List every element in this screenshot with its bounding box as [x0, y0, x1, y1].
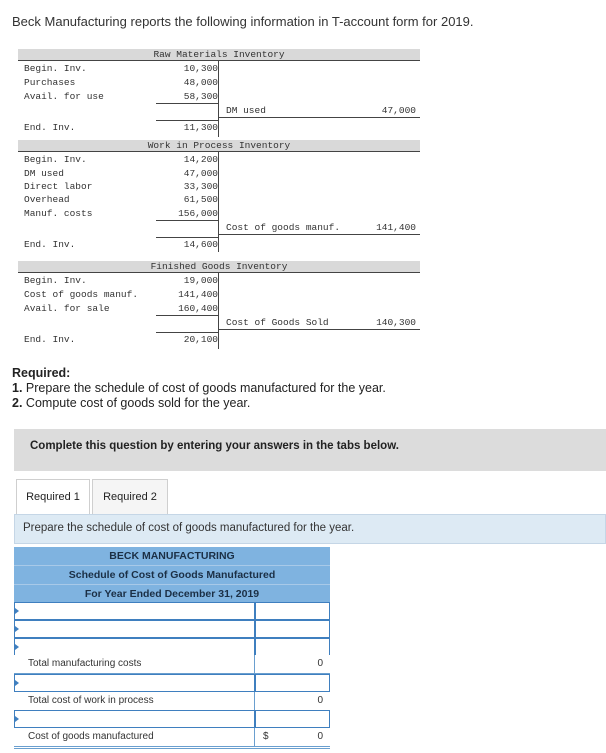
t-credit-label: Cost of goods manuf.	[226, 222, 341, 233]
required-heading: Required:	[12, 366, 71, 380]
t-value: 33,300	[183, 181, 218, 192]
t-account-title: Work in Process Inventory	[18, 140, 420, 151]
t-credit-value: 47,000	[381, 105, 416, 116]
dollar-sign: $	[263, 731, 269, 742]
t-label: Begin. Inv.	[24, 63, 87, 74]
total-manufacturing-costs-row	[14, 655, 330, 674]
t-label: Manuf. costs	[24, 208, 93, 219]
t-label: Avail. for use	[24, 91, 104, 102]
required-item-1: Prepare the schedule of cost of goods manufactured for the year.	[25, 381, 386, 395]
required-item-number: 2.	[12, 396, 23, 410]
t-label: Begin. Inv.	[24, 275, 87, 286]
t-end-label: End. Inv.	[24, 122, 76, 133]
t-value: 14,200	[183, 154, 218, 165]
schedule-title: Schedule of Cost of Goods Manufactured	[14, 566, 330, 585]
schedule-row	[14, 674, 330, 693]
cogm-row	[14, 728, 330, 749]
required-item-number: 1.	[12, 381, 23, 395]
t-label: Cost of goods manuf.	[24, 289, 139, 300]
tab-instruction-bar	[14, 514, 606, 544]
amount-input[interactable]	[255, 710, 330, 728]
total-mfg-label: Total manufacturing costs	[28, 658, 142, 669]
t-end-value: 14,600	[183, 239, 218, 250]
t-label: Begin. Inv.	[24, 154, 87, 165]
t-credit-label: DM used	[226, 105, 266, 116]
t-value: 141,400	[178, 289, 218, 300]
intro-text: Beck Manufacturing reports the following information in T-account form for 2019.	[12, 14, 474, 29]
t-end-label: End. Inv.	[24, 239, 76, 250]
t-value: 160,400	[178, 303, 218, 314]
amount-input[interactable]	[255, 638, 330, 656]
t-credit-value: 140,300	[376, 317, 416, 328]
amount-input[interactable]	[255, 620, 330, 638]
t-value: 48,000	[183, 77, 218, 88]
instructions-banner	[14, 429, 606, 471]
t-label: Avail. for sale	[24, 303, 110, 314]
t-label: DM used	[24, 168, 64, 179]
t-end-value: 20,100	[183, 334, 218, 345]
tab-required-2[interactable]: Required 2	[92, 479, 168, 515]
cogm-value: 0	[317, 731, 323, 742]
line-item-input[interactable]	[14, 620, 255, 638]
required-section	[12, 366, 386, 411]
line-item-input[interactable]	[14, 602, 255, 620]
t-value: 10,300	[183, 63, 218, 74]
schedule-row	[14, 620, 330, 639]
line-item-input[interactable]	[14, 638, 255, 656]
t-account-title: Finished Goods Inventory	[18, 261, 420, 272]
amount-input[interactable]	[255, 602, 330, 620]
line-item-input[interactable]	[14, 710, 255, 728]
t-end-value: 11,300	[183, 122, 218, 133]
schedule-row	[14, 602, 330, 621]
total-wip-value: 0	[317, 695, 323, 706]
total-wip-label: Total cost of work in process	[28, 695, 154, 706]
t-end-label: End. Inv.	[24, 334, 76, 345]
t-account-title: Raw Materials Inventory	[18, 49, 420, 60]
tab-instruction-text: Prepare the schedule of cost of goods manufactured for the year.	[23, 522, 355, 534]
t-value: 156,000	[178, 208, 218, 219]
banner-text: Complete this question by entering your answers in the tabs below.	[30, 440, 399, 452]
raw-materials-t-account	[18, 49, 420, 137]
wip-t-account	[18, 140, 420, 252]
schedule-period: For Year Ended December 31, 2019	[14, 585, 330, 604]
t-value: 47,000	[183, 168, 218, 179]
tab-required-1[interactable]: Required 1	[16, 479, 90, 515]
amount-input[interactable]	[255, 674, 330, 692]
t-value: 19,000	[183, 275, 218, 286]
t-credit-value: 141,400	[376, 222, 416, 233]
t-credit-label: Cost of Goods Sold	[226, 317, 329, 328]
t-label: Purchases	[24, 77, 76, 88]
total-wip-row	[14, 692, 330, 711]
t-value: 58,300	[183, 91, 218, 102]
t-label: Overhead	[24, 194, 70, 205]
total-mfg-value: 0	[317, 658, 323, 669]
required-item-2: Compute cost of goods sold for the year.	[25, 396, 251, 410]
cogm-label: Cost of goods manufactured	[28, 731, 154, 742]
schedule-company: BECK MANUFACTURING	[14, 547, 330, 566]
t-value: 61,500	[183, 194, 218, 205]
line-item-input[interactable]	[14, 674, 255, 692]
schedule-row	[14, 710, 330, 729]
finished-goods-t-account	[18, 261, 420, 349]
t-label: Direct labor	[24, 181, 93, 192]
